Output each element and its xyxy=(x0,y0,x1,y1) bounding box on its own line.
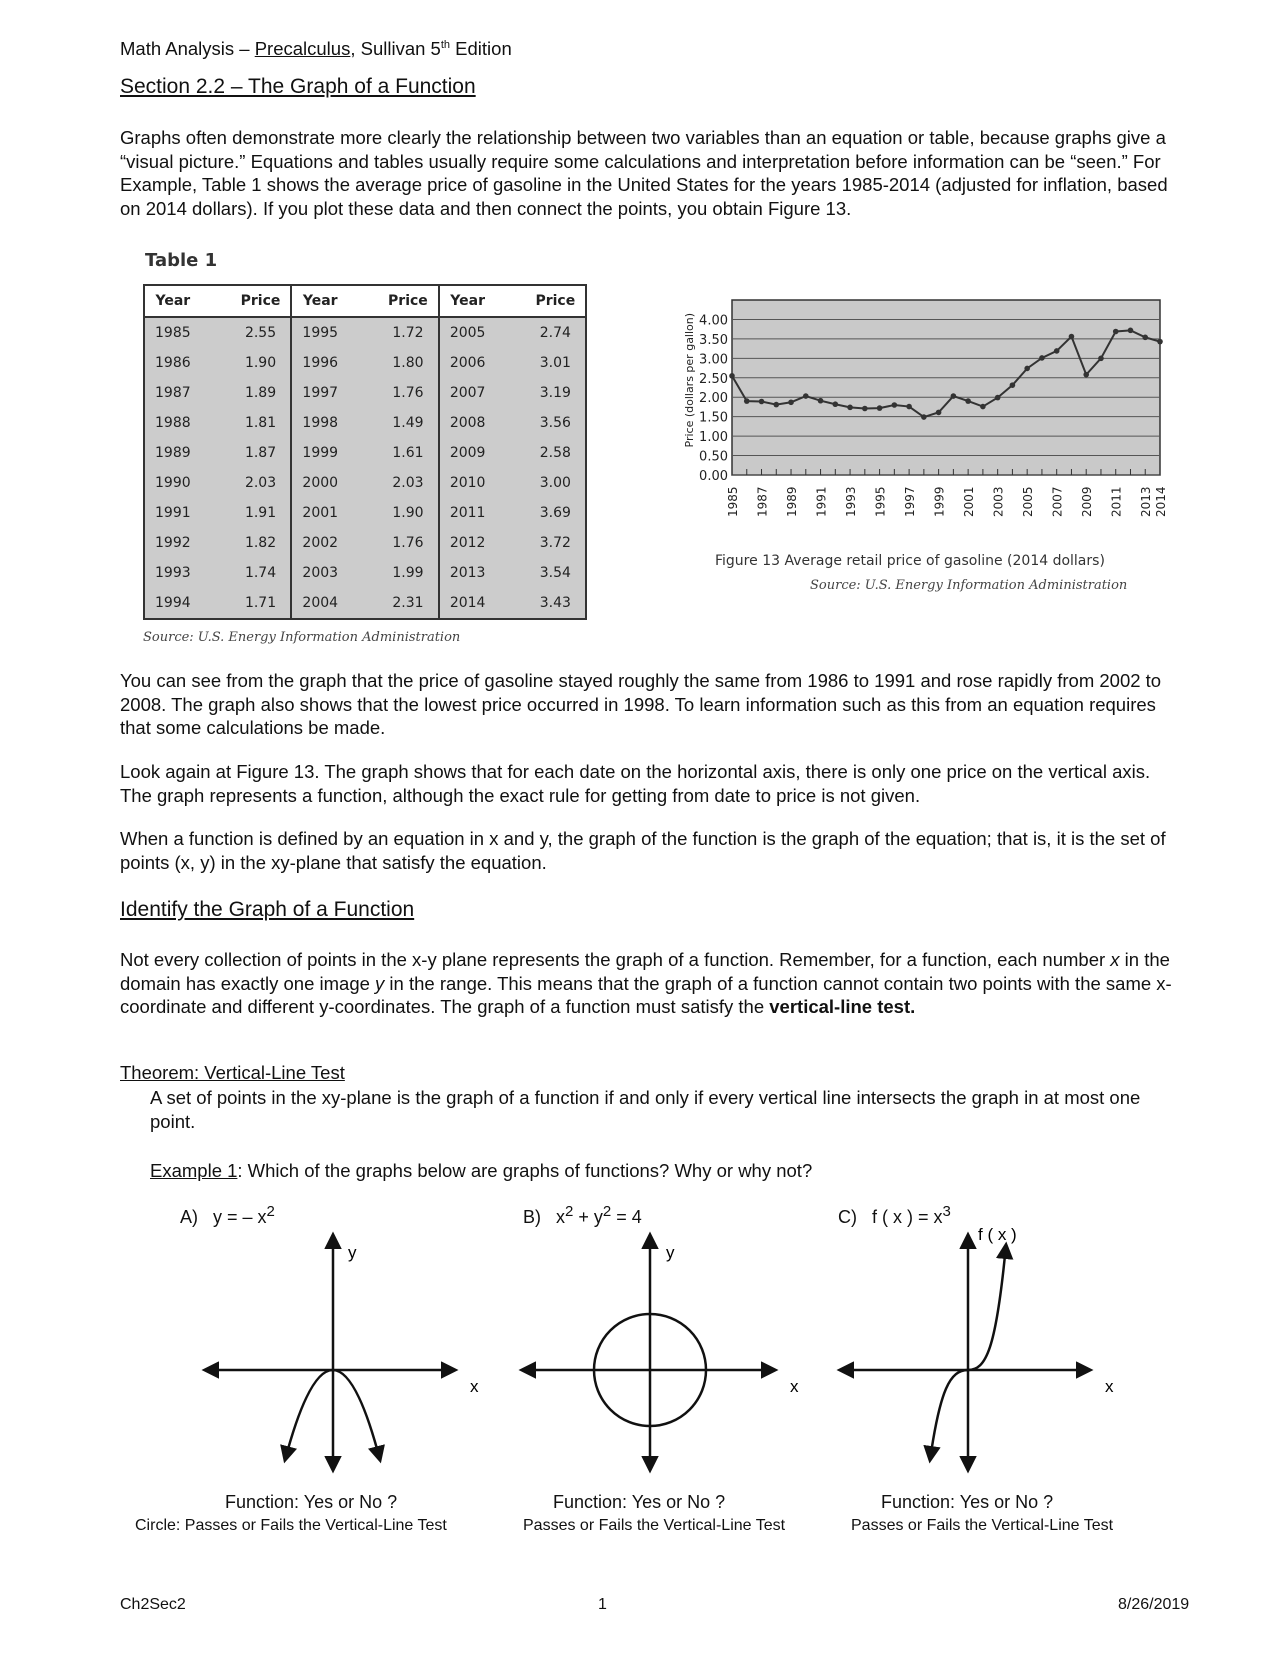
gas-price-table xyxy=(143,284,587,620)
data-point xyxy=(847,405,853,411)
graph-b-y-label: y xyxy=(666,1243,675,1262)
year-cell: 2012 xyxy=(439,528,496,558)
x-tick-label: 1995 xyxy=(873,486,888,517)
gas-price-chart xyxy=(680,280,1200,600)
table-row xyxy=(145,408,585,438)
y-tick-label: 1.00 xyxy=(699,430,728,446)
year-cell: 2013 xyxy=(439,558,496,588)
price-cell: 1.61 xyxy=(348,438,439,468)
plot-area xyxy=(732,300,1160,475)
table-row xyxy=(145,438,585,468)
year-cell: 1993 xyxy=(145,558,201,588)
data-point xyxy=(951,393,957,399)
theorem-title: Theorem: Vertical-Line Test xyxy=(120,1062,345,1083)
data-point xyxy=(803,393,809,399)
intro-paragraph: Graphs often demonstrate more clearly the relationship between two variables than an equation or table, because graphs give a “visual picture.” Equations and tables usually require some calculations and interpretation before information can be “seen.” For Example, Table 1 shows the average price of gasoline in the United States for the years 1985-2014 (adjusted for inflation, based on 2014 dollars). If you plot these data and then connect the points, you obtain Figure 13. xyxy=(120,127,1168,219)
graph-b-label: B) $x^2 + y^2 = 4$ xyxy=(523,1203,642,1227)
x-tick-label: 1997 xyxy=(903,486,918,517)
x-tick-label: 2007 xyxy=(1050,486,1065,517)
year-cell: 1990 xyxy=(145,468,201,498)
x-tick-label: 2011 xyxy=(1109,486,1124,517)
x-tick-label: 1993 xyxy=(844,486,859,517)
col-header: Year xyxy=(291,286,348,317)
price-cell: 1.89 xyxy=(201,378,292,408)
table-row xyxy=(145,317,585,348)
graph-c-question: Function: Yes or No ? xyxy=(881,1492,1054,1512)
data-point xyxy=(1054,348,1060,354)
data-point xyxy=(1128,328,1134,334)
year-cell: 1995 xyxy=(291,317,348,348)
col-header: Year xyxy=(145,286,201,317)
price-cell: 2.03 xyxy=(201,468,292,498)
x-tick-label: 1985 xyxy=(726,486,740,517)
paragraph-4: Not every collection of points in the x-y plane represents the graph of a function. Remember, for a function, each number x in the domain has exactly one image y in the range. This means that the graph of a function cannot contain two points with the same x-coordinate and different y-coordinates. The graph of a function must satisfy the vertical-line test. xyxy=(120,949,1172,1017)
data-point xyxy=(1113,329,1119,335)
price-cell: 1.76 xyxy=(348,528,439,558)
price-cell: 1.71 xyxy=(201,588,292,618)
year-cell: 2008 xyxy=(439,408,496,438)
data-point xyxy=(818,398,824,404)
x-tick-label: 2005 xyxy=(1021,486,1036,517)
price-cell: 3.00 xyxy=(495,468,585,498)
price-cell: 1.87 xyxy=(201,438,292,468)
table-row xyxy=(145,528,585,558)
year-cell: 1996 xyxy=(291,348,348,378)
price-cell: 1.76 xyxy=(348,378,439,408)
data-point xyxy=(892,402,898,408)
table-row xyxy=(145,588,585,618)
graph-a-y-label: y xyxy=(348,1243,357,1262)
y-tick-label: 3.00 xyxy=(699,352,728,368)
table-title: Table 1 xyxy=(145,250,218,271)
price-cell: 1.80 xyxy=(348,348,439,378)
data-point xyxy=(759,399,765,405)
data-point xyxy=(936,410,942,416)
example-1: Example 1: Which of the graphs below are graphs of functions? Why or why not? xyxy=(150,1160,813,1181)
data-point xyxy=(1010,382,1016,388)
price-cell: 1.99 xyxy=(348,558,439,588)
data-point xyxy=(980,404,986,410)
price-cell: 3.01 xyxy=(495,348,585,378)
graph-c-x-label: x xyxy=(1105,1377,1114,1396)
theorem-text: A set of points in the xy-plane is the graph of a function if and only if every vertical line intersects the graph in at most one point. xyxy=(150,1087,1141,1132)
year-cell: 2009 xyxy=(439,438,496,468)
graph-a-parabola xyxy=(205,1235,455,1470)
figure-source: Source: U.S. Energy Information Administration xyxy=(810,578,1128,593)
data-point xyxy=(965,398,971,404)
year-cell: 2003 xyxy=(291,558,348,588)
year-cell: 1988 xyxy=(145,408,201,438)
price-cell: 1.72 xyxy=(348,317,439,348)
year-cell: 1985 xyxy=(145,317,201,348)
y-tick-label: 0.50 xyxy=(699,449,728,465)
graph-a-question: Function: Yes or No ? xyxy=(225,1492,398,1512)
year-cell: 1998 xyxy=(291,408,348,438)
year-cell: 1989 xyxy=(145,438,201,468)
col-header: Year xyxy=(439,286,496,317)
price-cell: 3.19 xyxy=(495,378,585,408)
year-cell: 1992 xyxy=(145,528,201,558)
graph-a-test: Circle: Passes or Fails the Vertical-Line Test xyxy=(135,1517,447,1534)
data-point xyxy=(1083,372,1089,378)
x-tick-label: 1989 xyxy=(785,486,800,517)
x-tick-label: 2014 xyxy=(1154,486,1168,517)
x-tick-label: 1987 xyxy=(755,486,770,517)
x-tick-label: 2001 xyxy=(962,486,977,517)
page-number: 1 xyxy=(598,1596,607,1613)
subheading: Identify the Graph of a Function xyxy=(120,898,415,921)
price-cell: 2.55 xyxy=(201,317,292,348)
graph-b-circle xyxy=(522,1235,775,1470)
graph-c-cubic xyxy=(840,1235,1090,1470)
year-cell: 1987 xyxy=(145,378,201,408)
price-cell: 1.90 xyxy=(201,348,292,378)
year-cell: 2011 xyxy=(439,498,496,528)
price-cell: 3.69 xyxy=(495,498,585,528)
y-axis-label: Price (dollars per gallon) xyxy=(683,312,696,448)
data-point xyxy=(1069,334,1075,340)
paragraph-1: You can see from the graph that the price of gasoline stayed roughly the same from 1986 to 1991 and rose rapidly from 2002 to 2008. The graph also shows that the lowest price occurred in 1998. To learn information such as this from an equation requires that some calculations be made. xyxy=(120,670,1162,738)
table-row xyxy=(145,498,585,528)
year-cell: 2014 xyxy=(439,588,496,618)
year-cell: 2006 xyxy=(439,348,496,378)
graph-b-test: Passes or Fails the Vertical-Line Test xyxy=(523,1517,786,1534)
x-tick-label: 1999 xyxy=(932,486,947,517)
year-cell: 1986 xyxy=(145,348,201,378)
x-tick-label: 2009 xyxy=(1080,486,1095,517)
year-cell: 2007 xyxy=(439,378,496,408)
year-cell: 1999 xyxy=(291,438,348,468)
year-cell: 2000 xyxy=(291,468,348,498)
y-tick-label: 4.00 xyxy=(699,313,728,329)
col-header: Price xyxy=(201,286,292,317)
data-point xyxy=(1039,355,1045,361)
data-point xyxy=(877,405,883,411)
y-tick-label: 0.00 xyxy=(699,469,728,484)
price-cell: 2.31 xyxy=(348,588,439,618)
data-point xyxy=(744,398,750,404)
col-header: Price xyxy=(495,286,585,317)
data-point xyxy=(862,406,868,412)
graph-b-question: Function: Yes or No ? xyxy=(553,1492,726,1512)
example-graphs xyxy=(0,1220,1280,1500)
price-cell: 2.58 xyxy=(495,438,585,468)
y-tick-label: 2.50 xyxy=(699,371,728,387)
graph-a-x-label: x xyxy=(470,1377,479,1396)
data-point xyxy=(995,395,1001,401)
col-header: Price xyxy=(348,286,439,317)
figure-caption: Figure 13 Average retail price of gasoline (2014 dollars) xyxy=(715,553,1105,569)
price-cell: 3.54 xyxy=(495,558,585,588)
y-tick-label: 3.50 xyxy=(699,332,728,348)
price-cell: 1.74 xyxy=(201,558,292,588)
graph-b-x-label: x xyxy=(790,1377,799,1396)
year-cell: 2002 xyxy=(291,528,348,558)
footer-date: 8/26/2019 xyxy=(1118,1596,1190,1613)
graph-c-label: C) f ( x ) = $x^3$ xyxy=(838,1203,951,1227)
price-cell: 3.72 xyxy=(495,528,585,558)
price-cell: 1.81 xyxy=(201,408,292,438)
table-source: Source: U.S. Energy Information Administration xyxy=(143,630,461,645)
price-cell: 3.43 xyxy=(495,588,585,618)
graph-a-label: A) y = – $x^2$ xyxy=(180,1203,275,1227)
data-point xyxy=(788,399,794,405)
footer-left: Ch2Sec2 xyxy=(120,1596,186,1613)
data-point xyxy=(833,401,839,407)
data-point xyxy=(1157,339,1163,345)
data-point xyxy=(906,404,912,410)
price-cell: 2.74 xyxy=(495,317,585,348)
data-point xyxy=(921,414,927,420)
price-cell: 1.82 xyxy=(201,528,292,558)
data-point xyxy=(773,402,779,408)
price-cell: 1.91 xyxy=(201,498,292,528)
x-tick-label: 2013 xyxy=(1139,486,1154,517)
x-tick-label: 1991 xyxy=(814,486,829,517)
data-point xyxy=(1142,335,1148,341)
year-cell: 1994 xyxy=(145,588,201,618)
price-cell: 1.90 xyxy=(348,498,439,528)
price-cell: 1.49 xyxy=(348,408,439,438)
data-point xyxy=(1098,356,1104,362)
year-cell: 1997 xyxy=(291,378,348,408)
table-row xyxy=(145,378,585,408)
table-row xyxy=(145,468,585,498)
year-cell: 2004 xyxy=(291,588,348,618)
y-tick-label: 1.50 xyxy=(699,410,728,426)
graph-c-y-label: f ( x ) xyxy=(978,1225,1017,1244)
section-title: Section 2.2 – The Graph of a Function xyxy=(120,75,476,98)
year-cell: 2010 xyxy=(439,468,496,498)
table-row xyxy=(145,558,585,588)
year-cell: 2005 xyxy=(439,317,496,348)
y-tick-label: 2.00 xyxy=(699,391,728,407)
year-cell: 2001 xyxy=(291,498,348,528)
graph-c-test: Passes or Fails the Vertical-Line Test xyxy=(851,1517,1114,1534)
table-row xyxy=(145,348,585,378)
year-cell: 1991 xyxy=(145,498,201,528)
x-tick-label: 2003 xyxy=(991,486,1006,517)
data-point xyxy=(1024,366,1030,372)
paragraph-2: Look again at Figure 13. The graph shows that for each date on the horizontal axis, there is only one price on the vertical axis. The graph represents a function, although the exact rule for getting from date to price is not given. xyxy=(120,761,1151,806)
paragraph-3: When a function is defined by an equation in x and y, the graph of the function is the graph of the equation; that is, it is the set of points (x, y) in the xy-plane that satisfy the equation. xyxy=(120,828,1166,873)
data-point xyxy=(729,373,735,379)
price-cell: 2.03 xyxy=(348,468,439,498)
course-header: Math Analysis – Precalculus, Sullivan 5th Edition xyxy=(120,38,512,59)
price-cell: 3.56 xyxy=(495,408,585,438)
